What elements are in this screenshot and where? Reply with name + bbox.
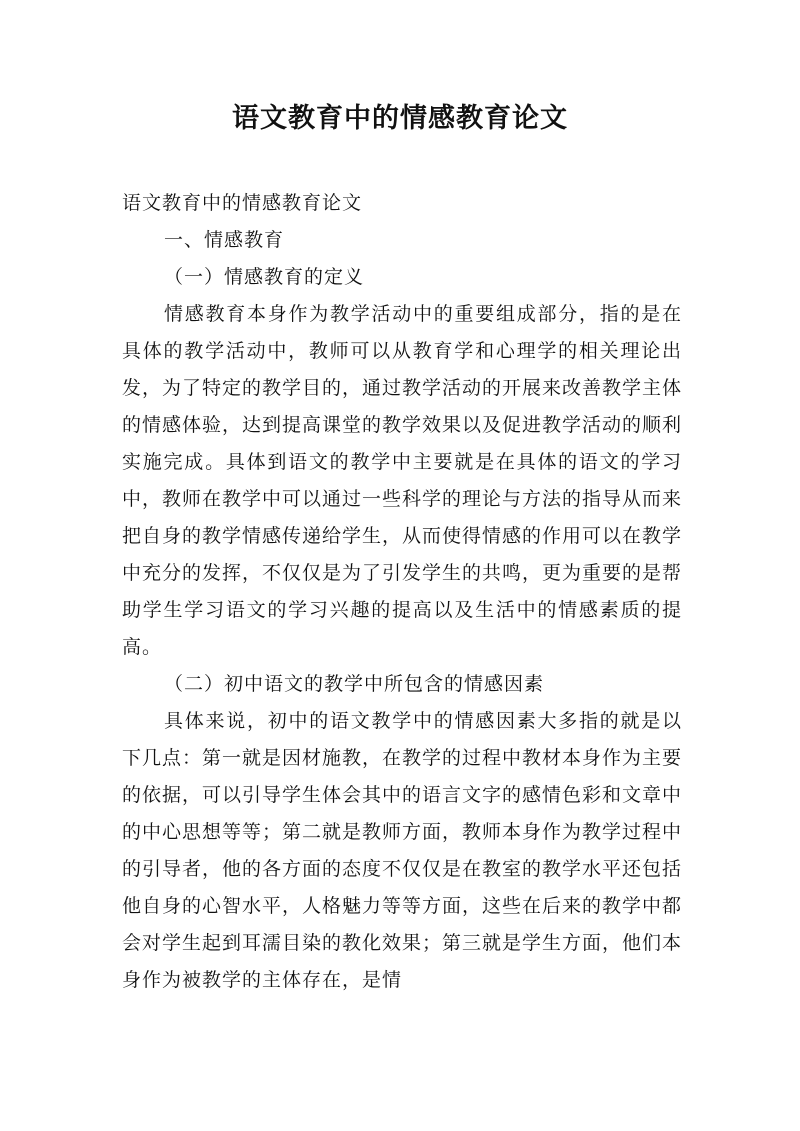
paragraph: 情感教育本身作为教学活动中的重要组成部分，指的是在具体的教学活动中，教师可以从教育学和心理学的相关理论出发，为了特定的教学目的，通过教学活动的开展来改善教学主体的情感体验，达到提高课堂的教学效果以及促进教学活动的顺利实施完成。具体到语文的教学中主要就是在具体的语文的学习中，教师在教学中可以通过一些科学的理论与方法的指导从而来把自身的教学情感传递给学生，从而使得情感的作用可以在教学中充分的发挥，不仅仅是为了引发学生的共鸣，更为重要的是帮助学生学习语文的学习兴趣的提高以及生活中的情感素质的提高。 xyxy=(122,303,683,658)
paragraph-subtitle: 语文教育中的情感教育论文 xyxy=(122,192,363,214)
section-heading: 一、情感教育 xyxy=(164,229,285,251)
document-title: 语文教育中的情感教育论文 xyxy=(232,103,568,134)
paragraph: 具体来说，初中的语文教学中的情感因素大多指的就是以下几点：第一就是因材施教，在教学的过程中教材本身作为主要的依据，可以引导学生体会其中的语言文字的感情色彩和文章中的中心思想等等；第二就是教师方面，教师本身作为教学过程中的引导者，他的各方面的态度不仅仅是在教室的教学水平还包括他自身的心智水平，人格魅力等等方面，这些在后来的教学中都会对学生起到耳濡目染的教化效果；第三就是学生方面，他们本身作为被教学的主体存在，是情 xyxy=(122,710,683,991)
document-body xyxy=(122,185,682,999)
subsection-heading: （二）初中语文的教学中所包含的情感因素 xyxy=(164,673,545,695)
subsection-heading: （一）情感教育的定义 xyxy=(164,266,365,288)
